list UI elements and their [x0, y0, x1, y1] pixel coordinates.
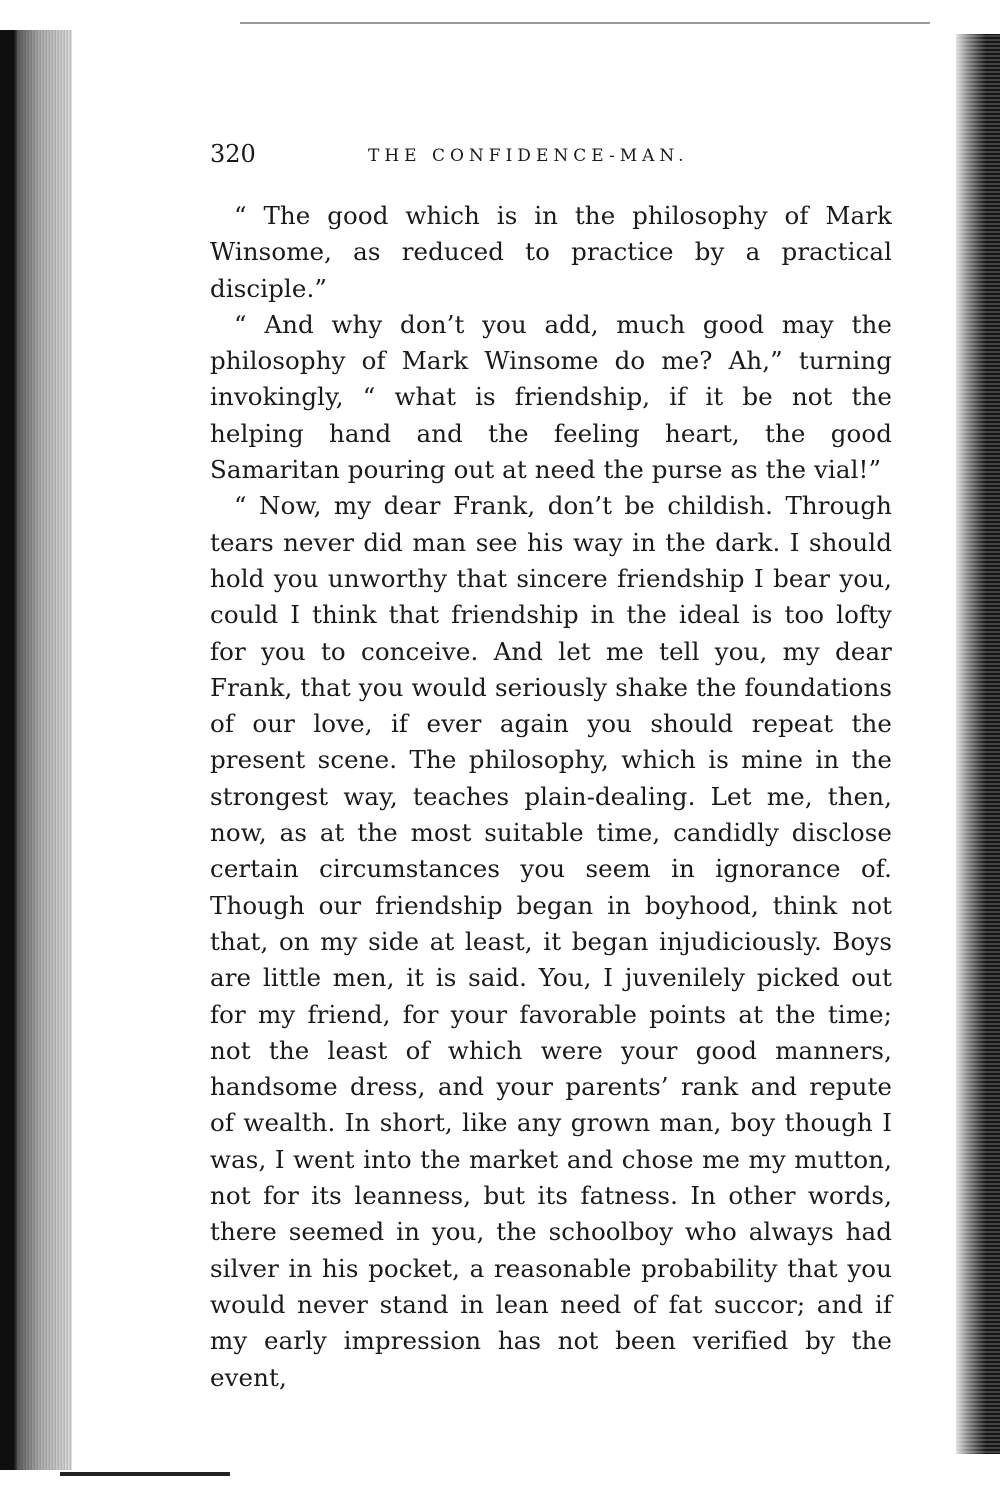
paragraph: “ The good which is in the philosophy of Mark Winsome, as reduced to practice by a practical disciple.” — [210, 201, 892, 303]
running-head — [210, 136, 892, 176]
page-number: 320 — [210, 140, 256, 168]
book-title: THE CONFIDENCE-MAN. — [368, 146, 689, 166]
paragraph: “ Now, my dear Frank, don’t be childish. Through tears never did man see his way in the dark. I should hold you unworthy that sincere friendship I bear you, could I think that friendship in the ideal is too lofty for you to conceive. And let me tell you, my dear Frank, that you would seriously shake the foundations of our love, if ever again you should repeat the present scene. The philosophy, which is mine in the strongest way, teaches plain-dealing. Let me, then, now, as at the most suitable time, candidly disclose certain circumstances you seem in ignorance of. Though our friendship began in boyhood, think not that, on my side at least, it began injudiciously. Boys are little men, it is said. You, I juvenilely picked out for my friend, for your favorable points at the time; not the least of which were your good manners, handsome dress, and your parents’ rank and repute of wealth. In short, like any grown man, boy though I was, I went into the market and chose me my mutton, not for its leanness, but its fatness. In other words, there seemed in you, the schoolboy who always had silver in his pocket, a reasonable probability that you would never stand in lean need of fat succor; and if my early impression has not been verified by the event, — [210, 491, 892, 1392]
book-spine-shadow — [0, 30, 72, 1470]
book-page — [210, 136, 892, 1396]
page-top-edge — [240, 22, 930, 24]
page-edge-shadow — [956, 34, 1000, 1454]
paragraph: “ And why don’t you add, much good may the philosophy of Mark Winsome do me? Ah,” turning invokingly, “ what is friendship, if it be not the helping hand and the feeling heart, the good Samaritan pouring out at need the purse as the vial!” — [210, 309, 892, 485]
body-text — [210, 198, 892, 1396]
page-corner-edge — [60, 1472, 230, 1476]
